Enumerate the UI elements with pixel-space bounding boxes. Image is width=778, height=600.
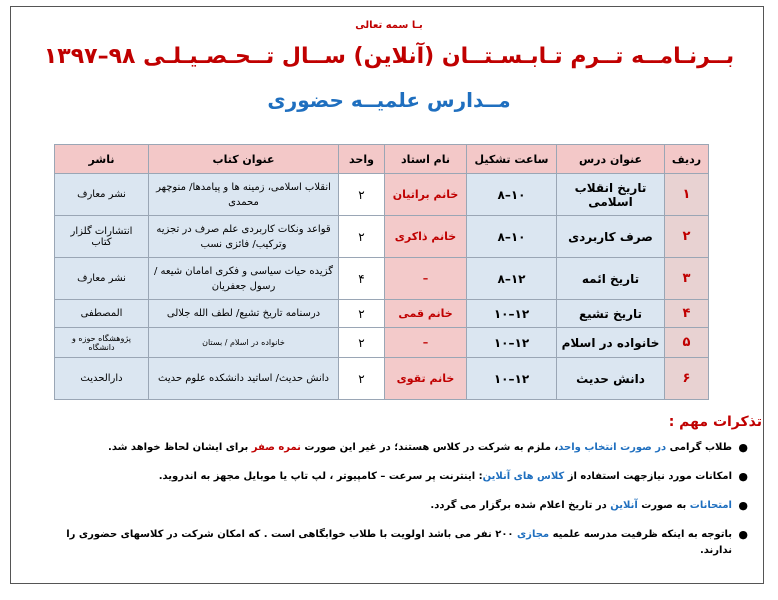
list-item [58, 527, 748, 556]
note-highlight: امتحانات [689, 500, 732, 511]
cell-unit: ۲ [339, 174, 385, 216]
list-item [58, 469, 748, 498]
table-row [55, 358, 709, 400]
schedule-table [54, 144, 709, 400]
table-header-row [55, 145, 709, 174]
cell-course: تاریخ انقلاب اسلامی [557, 174, 665, 216]
header-book: عنوان کتاب [149, 145, 339, 174]
table-row [55, 328, 709, 358]
cell-publisher: پژوهشگاه حوزه و دانشگاه [55, 328, 149, 358]
note-text: طلاب گرامی [666, 442, 732, 453]
table-row [55, 216, 709, 258]
cell-publisher: انتشارات گلزار کتاب [55, 216, 149, 258]
cell-unit: ۲ [339, 216, 385, 258]
cell-teacher: خانم براتیان [385, 174, 467, 216]
cell-index: ۵ [665, 328, 709, 358]
note-highlight: آنلاین [610, 500, 638, 511]
bismillah-title: بـا سمه تعالی [355, 20, 423, 31]
list-item [58, 440, 748, 469]
note-text: باتوجه به اینکه ظرفیت مدرسه علمیه [549, 529, 732, 540]
cell-teacher: خانم تقوی [385, 358, 467, 400]
cell-publisher: نشر معارف [55, 174, 149, 216]
table-row [55, 258, 709, 300]
cell-time: ۱۰–۸ [467, 216, 557, 258]
cell-index: ۶ [665, 358, 709, 400]
cell-publisher: دارالحدیث [55, 358, 149, 400]
cell-unit: ۲ [339, 300, 385, 328]
cell-index: ۲ [665, 216, 709, 258]
note-text: در تاریخ اعلام شده برگزار می گردد. [430, 500, 611, 511]
table-row [55, 174, 709, 216]
cell-course: صرف کاربردی [557, 216, 665, 258]
header-index: ردیف [665, 145, 709, 174]
cell-teacher: خانم ذاکری [385, 216, 467, 258]
cell-course: تاریخ تشیع [557, 300, 665, 328]
cell-book: درسنامه تاریخ تشیع/ لطف الله جلالی [149, 300, 339, 328]
note-highlight: مجازی [517, 529, 550, 540]
note-text: برای ایشان لحاظ خواهد شد. [108, 442, 252, 453]
list-item [58, 498, 748, 527]
cell-course: دانش حدیث [557, 358, 665, 400]
cell-time: ۱۲–۱۰ [467, 328, 557, 358]
header-course: عنوان درس [557, 145, 665, 174]
cell-course: تاریخ ائمه [557, 258, 665, 300]
note-text: : اینترنت پر سرعت – کامپیوتر ، لپ تاپ یا موبایل مجهز به اندروید. [158, 471, 483, 482]
table-row [55, 300, 709, 328]
cell-index: ۳ [665, 258, 709, 300]
cell-unit: ۲ [339, 358, 385, 400]
bullet-icon: ● [738, 528, 748, 541]
cell-time: ۱۲–۸ [467, 258, 557, 300]
bullet-icon: ● [738, 441, 748, 454]
cell-teacher: خانم قمی [385, 300, 467, 328]
notes-list [58, 440, 748, 556]
notes-title: تذکرات مهم : [668, 414, 762, 430]
cell-book: خانواده در اسلام / بستان [149, 328, 339, 358]
page-subtitle: مــدارس علمیــه حضوری [267, 88, 511, 112]
header-unit: واحد [339, 145, 385, 174]
header-teacher: نام استاد [385, 145, 467, 174]
cell-book: انقلاب اسلامی، زمینه ها و پیامدها/ منوچهر محمدی [149, 174, 339, 216]
cell-book: گزیده حیات سیاسی و فکری امامان شیعه /رسول جعفریان [149, 258, 339, 300]
cell-publisher: نشر معارف [55, 258, 149, 300]
note-highlight: کلاس های آنلاین [482, 471, 565, 482]
note-text: به صورت [637, 500, 690, 511]
cell-index: ۴ [665, 300, 709, 328]
cell-teacher: – [385, 258, 467, 300]
note-text: امکانات مورد نیازجهت استفاده از [564, 471, 732, 482]
cell-index: ۱ [665, 174, 709, 216]
cell-unit: ۴ [339, 258, 385, 300]
header-time: ساعت تشکیل [467, 145, 557, 174]
note-text: ۲۰۰ نفر می باشد اولویت با طلاب خوابگاهی است . که امکان شرکت در کلاسهای حضوری را ندارند. [66, 529, 732, 556]
page-title: بــرنـامــه تــرم تـابـسـتــان (آنلاین) ســال تــحـصـیـلـی ۹۸–۱۳۹۷ [43, 44, 735, 69]
cell-book: دانش حدیث/ اساتید دانشکده علوم حدیث [149, 358, 339, 400]
cell-publisher: المصطفی [55, 300, 149, 328]
header-publisher: ناشر [55, 145, 149, 174]
note-text: ، ملزم به شرکت در کلاس هستند؛ در غیر این صورت [300, 442, 559, 453]
note-highlight: در صورت انتخاب واحد [558, 442, 667, 453]
cell-teacher: – [385, 328, 467, 358]
cell-time: ۱۰–۸ [467, 174, 557, 216]
cell-unit: ۲ [339, 328, 385, 358]
bullet-icon: ● [738, 499, 748, 512]
note-highlight: نمره صفر [251, 442, 301, 453]
cell-book: قواعد ونکات کاربردی علم صرف در تجزیه وترکیب/ فائزی نسب [149, 216, 339, 258]
cell-course: خانواده در اسلام [557, 328, 665, 358]
bullet-icon: ● [738, 470, 748, 483]
cell-time: ۱۲–۱۰ [467, 300, 557, 328]
cell-time: ۱۲–۱۰ [467, 358, 557, 400]
